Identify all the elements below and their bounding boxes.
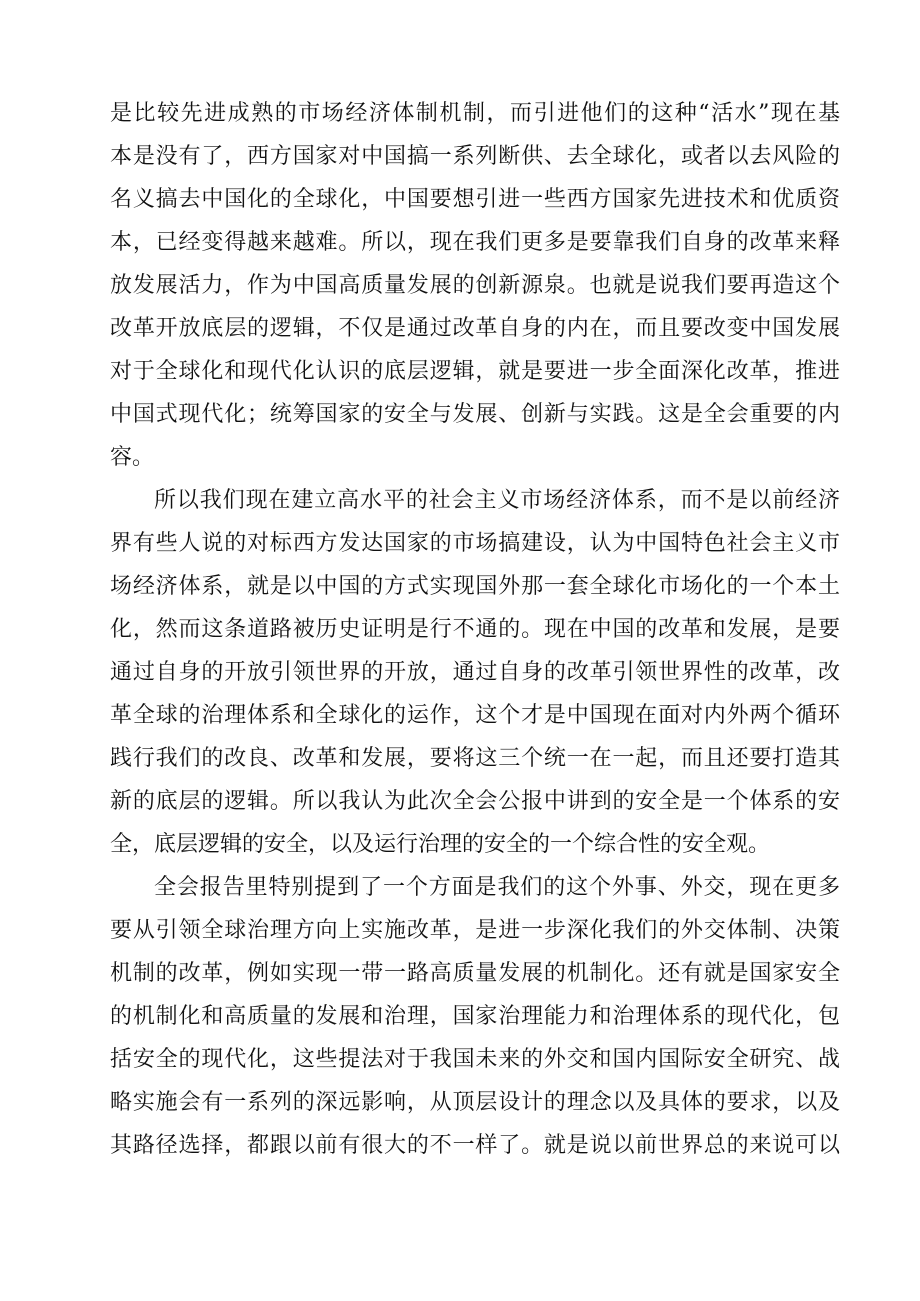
- text-line: 括安全的现代化，这些提法对于我国未来的外交和国内国际安全研究、战: [110, 1047, 840, 1072]
- text-line: 通过自身的开放引领世界的开放，通过自身的改革引领世界性的改革，改: [110, 660, 840, 685]
- text-line: 容。: [110, 445, 155, 470]
- text-line: 场经济体系，就是以中国的方式实现国外那一套全球化市场化的一个本土: [110, 574, 840, 599]
- text-line: 本，已经变得越来越难。所以，现在我们更多是要靠我们自身的改革来释: [110, 230, 840, 255]
- text-line: 略实施会有一系列的深远影响，从顶层设计的理念以及具体的要求，以及: [110, 1090, 840, 1115]
- document-body: [110, 92, 840, 1167]
- text-line: 改革开放底层的逻辑，不仅是通过改革自身的内在，而且要改变中国发展: [110, 316, 840, 341]
- paragraph-1: [110, 92, 840, 479]
- text-line: 是比较先进成熟的市场经济体制机制，而引进他们的这种“活水”现在基: [110, 101, 840, 126]
- text-line: 本是没有了，西方国家对中国搞一系列断供、去全球化，或者以去风险的: [110, 144, 840, 169]
- text-line: 新的底层的逻辑。所以我认为此次全会公报中讲到的安全是一个体系的安: [110, 789, 840, 814]
- text-line: 对于全球化和现代化认识的底层逻辑，就是要进一步全面深化改革，推进: [110, 359, 840, 384]
- text-line: 的机制化和高质量的发展和治理，国家治理能力和治理体系的现代化，包: [110, 1004, 840, 1029]
- text-line: 要从引领全球治理方向上实施改革，是进一步深化我们的外交体制、决策: [110, 918, 840, 943]
- text-line: 践行我们的改良、改革和发展，要将这三个统一在一起，而且还要打造其: [110, 746, 840, 771]
- text-line: 其路径选择，都跟以前有很大的不一样了。就是说以前世界总的来说可以: [110, 1133, 840, 1158]
- text-line: 化，然而这条道路被历史证明是行不通的。现在中国的改革和发展，是要: [110, 617, 840, 642]
- paragraph-3: [110, 866, 840, 1167]
- text-line: 界有些人说的对标西方发达国家的市场搞建设，认为中国特色社会主义市: [110, 531, 840, 556]
- text-line: 中国式现代化；统筹国家的安全与发展、创新与实践。这是全会重要的内: [110, 402, 840, 427]
- text-line: 所以我们现在建立高水平的社会主义市场经济体系，而不是以前经济: [154, 488, 840, 513]
- text-line: 全，底层逻辑的安全，以及运行治理的安全的一个综合性的安全观。: [110, 832, 771, 857]
- text-line: 全会报告里特别提到了一个方面是我们的这个外事、外交，现在更多: [154, 875, 840, 900]
- text-line: 革全球的治理体系和全球化的运作，这个才是中国现在面对内外两个循环: [110, 703, 840, 728]
- text-line: 放发展活力，作为中国高质量发展的创新源泉。也就是说我们要再造这个: [110, 273, 840, 298]
- text-line: 机制的改革，例如实现一带一路高质量发展的机制化。还有就是国家安全: [110, 961, 840, 986]
- paragraph-2: [110, 479, 840, 866]
- text-line: 名义搞去中国化的全球化，中国要想引进一些西方国家先进技术和优质资: [110, 187, 840, 212]
